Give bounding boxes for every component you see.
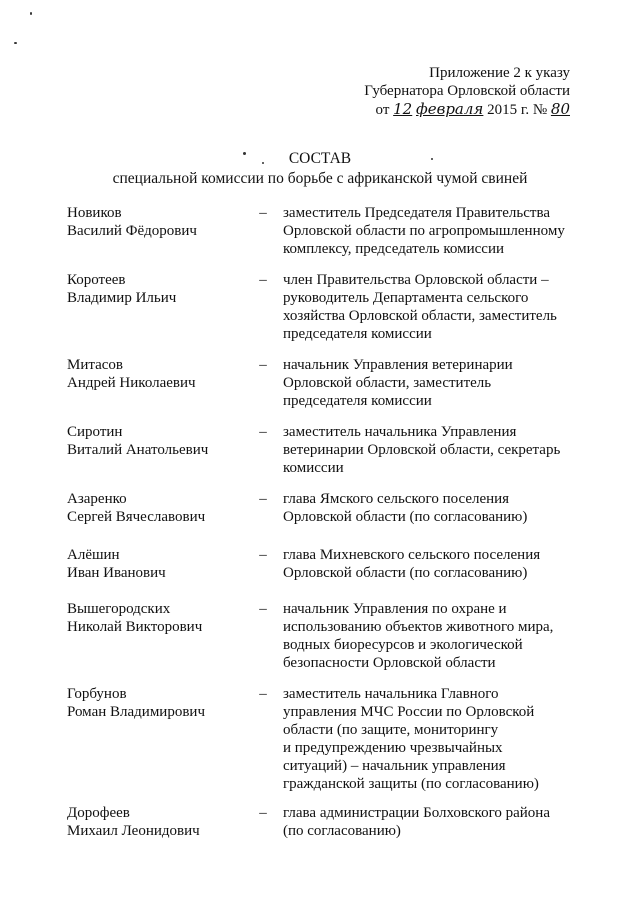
position-line: ветеринарии Орловской области, секретарь (283, 442, 561, 458)
position-line: и предупреждению чрезвычайных (283, 740, 503, 756)
position-line: безопасности Орловской области (283, 655, 496, 671)
position-line: Орловской области (по согласованию) (283, 509, 528, 525)
member-given-name: Владимир Ильич (67, 290, 177, 306)
position-line: глава Ямского сельского поселения (283, 491, 510, 507)
member-surname: Митасов (67, 357, 124, 373)
doc-number: 80 (550, 100, 570, 118)
position-line: Орловской области по агропромышленному (283, 223, 565, 239)
date-year: 2015 г. № (487, 102, 548, 118)
member-position (283, 685, 593, 793)
member-position (283, 204, 593, 258)
position-line: использованию объектов животного мира, (283, 619, 554, 635)
appendix-line: Приложение 2 к указу (429, 65, 570, 81)
member-surname: Азаренко (67, 491, 127, 507)
scan-speck (30, 12, 32, 15)
member-name (67, 356, 247, 392)
position-line: ситуаций) – начальник управления (283, 758, 506, 774)
position-line: управления МЧС России по Орловской (283, 704, 535, 720)
position-line: заместитель начальника Управления (283, 424, 517, 440)
appendix-line: Губернатора Орловской области (364, 83, 570, 99)
position-line: председателя комиссии (283, 326, 432, 342)
position-line: Орловской области, заместитель (283, 375, 492, 391)
position-line: комиссии (283, 460, 344, 476)
appendix-date-line (340, 100, 570, 119)
member-surname: Горбунов (67, 686, 127, 702)
member-name (67, 490, 247, 526)
position-line: Орловской области (по согласованию) (283, 565, 528, 581)
member-position (283, 600, 593, 672)
member-position (283, 271, 593, 343)
member-position (283, 356, 593, 410)
member-position (283, 423, 593, 477)
date-day: 12 (393, 100, 413, 118)
member-name (67, 423, 247, 459)
appendix-header (340, 64, 570, 119)
position-line: председателя комиссии (283, 393, 432, 409)
document-title (0, 149, 640, 189)
position-line: руководитель Департамента сельского (283, 290, 529, 306)
scan-speck (14, 42, 17, 44)
member-given-name: Сергей Вячеславович (67, 509, 206, 525)
position-line: глава администрации Болховского района (283, 805, 550, 821)
dash: – (259, 805, 267, 821)
dash: – (259, 205, 267, 221)
member-name (67, 600, 247, 636)
position-line: гражданской защиты (по согласованию) (283, 776, 539, 792)
member-surname: Сиротин (67, 424, 123, 440)
dash: – (259, 357, 267, 373)
position-line: комплексу, председатель комиссии (283, 241, 505, 257)
position-line: заместитель Председателя Правительства (283, 205, 551, 221)
member-surname: Алёшин (67, 547, 120, 563)
member-position (283, 804, 593, 840)
member-name (67, 546, 247, 582)
position-line: глава Михневского сельского поселения (283, 547, 541, 563)
member-given-name: Иван Иванович (67, 565, 166, 581)
dash: – (259, 424, 267, 440)
dash: – (259, 686, 267, 702)
member-name (67, 271, 247, 307)
member-position (283, 546, 593, 582)
title-subheading: специальной комиссии по борьбе с африканской чумой свиней (112, 170, 528, 187)
member-surname: Вышегородских (67, 601, 171, 617)
member-name (67, 204, 247, 240)
member-name (67, 804, 247, 840)
position-line: хозяйства Орловской области, заместитель (283, 308, 557, 324)
title-heading: СОСТАВ (288, 150, 352, 167)
position-line: член Правительства Орловской области – (283, 272, 549, 288)
position-line: водных биоресурсов и экологической (283, 637, 523, 653)
member-name (67, 685, 247, 721)
member-given-name: Виталий Анатольевич (67, 442, 209, 458)
date-prefix: от (375, 102, 390, 118)
dash: – (259, 491, 267, 507)
position-line: начальник Управления ветеринарии (283, 357, 513, 373)
dash: – (259, 272, 267, 288)
date-month: февраля (415, 100, 484, 118)
position-line: начальник Управления по охране и (283, 601, 507, 617)
member-surname: Новиков (67, 205, 122, 221)
member-surname: Коротеев (67, 272, 126, 288)
member-given-name: Василий Фёдорович (67, 223, 197, 239)
position-line: заместитель начальника Главного (283, 686, 499, 702)
member-given-name: Николай Викторович (67, 619, 203, 635)
member-given-name: Андрей Николаевич (67, 375, 196, 391)
member-given-name: Михаил Леонидович (67, 823, 200, 839)
dash: – (259, 601, 267, 617)
member-surname: Дорофеев (67, 805, 130, 821)
position-line: области (по защите, мониторингу (283, 722, 499, 738)
position-line: (по согласованию) (283, 823, 401, 839)
member-given-name: Роман Владимирович (67, 704, 205, 720)
member-position (283, 490, 593, 526)
dash: – (259, 547, 267, 563)
